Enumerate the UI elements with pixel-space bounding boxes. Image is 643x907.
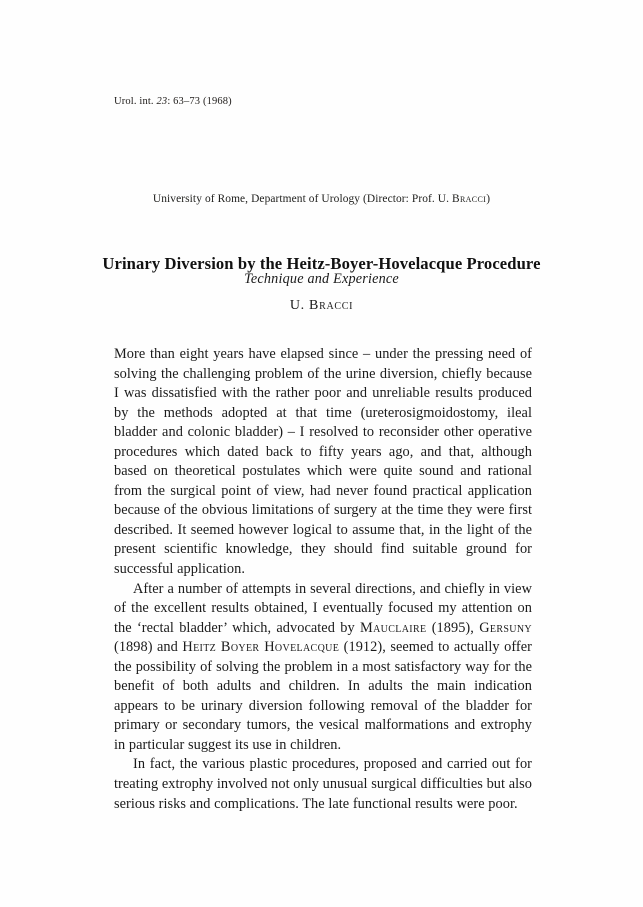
body-text-run: (1898) and	[114, 639, 183, 656]
article-subtitle: Technique and Experience	[244, 271, 399, 287]
body-text-run: (1895),	[426, 619, 480, 636]
body-paragraph	[114, 580, 532, 756]
author-surname: Bracci	[309, 298, 354, 313]
body-paragraph	[114, 755, 532, 814]
cited-author-name: Heitz Boyer Hovelacque	[182, 639, 340, 656]
body-text-run: In fact, the various plastic procedures, proposed and carried out for treating extrophy involved not only unusual surgical difficulties but also serious risks and complications. The late functional results were poor.	[114, 756, 532, 812]
affiliation-suffix: )	[486, 193, 491, 205]
running-head	[114, 96, 232, 107]
running-head-pages: : 63–73	[167, 96, 201, 107]
running-head-volume: 23	[156, 96, 168, 107]
author-initial: U.	[289, 298, 310, 313]
body-paragraph	[114, 345, 532, 580]
affiliation-line	[0, 193, 643, 205]
body-text-run: After a number of attempts in several directions, and chiefly in view of the excellent results obtained, I eventually focused my attention on the ‘rectal bladder’ which, advocated by	[114, 580, 532, 636]
running-head-journal: Urol. int.	[114, 96, 154, 107]
cited-author-name: Gersuny	[479, 619, 533, 636]
running-head-year: (1968)	[202, 96, 232, 107]
body-text-run: More than eight years have elapsed since – under the pressing need of solving the challenging problem of the urine diversion, chiefly because I was dissatisfied with the rather poor and unreliable results produced by the methods adopted at that time (ureterosigmoidostomy, ileal bladder and colonic bladder) – I resolved to reconsider other operative procedures which dated back to fifty years ago, and that, although based on theoretical postulates which were quite sound and rational from the surgical point of view, had never found practical application because of the obvious limitations of surgery at the time they were first described. It seemed however logical to assume that, in the light of the present scientific knowledge, they should find suitable ground for successful application.	[114, 346, 532, 578]
author-byline	[0, 298, 643, 314]
article-body	[114, 345, 532, 814]
affiliation-director-name: Bracci	[452, 193, 487, 205]
affiliation-prefix: University of Rome, Department of Urology (Director: Prof. U.	[152, 193, 453, 205]
article-title: Urinary Diversion by the Heitz-Boyer-Hovelacque Procedure	[102, 254, 541, 274]
body-text-run: (1912), seemed to actually offer the possibility of solving the problem in a most satisfactory way for the benefit of both adults and children. In adults the main indication appears to be urinary diversion following removal of the bladder for primary or secondary tumors, the vesical malformations and extrophy in particular suggest its use in children.	[114, 639, 532, 753]
cited-author-name: Mauclaire	[359, 619, 427, 636]
